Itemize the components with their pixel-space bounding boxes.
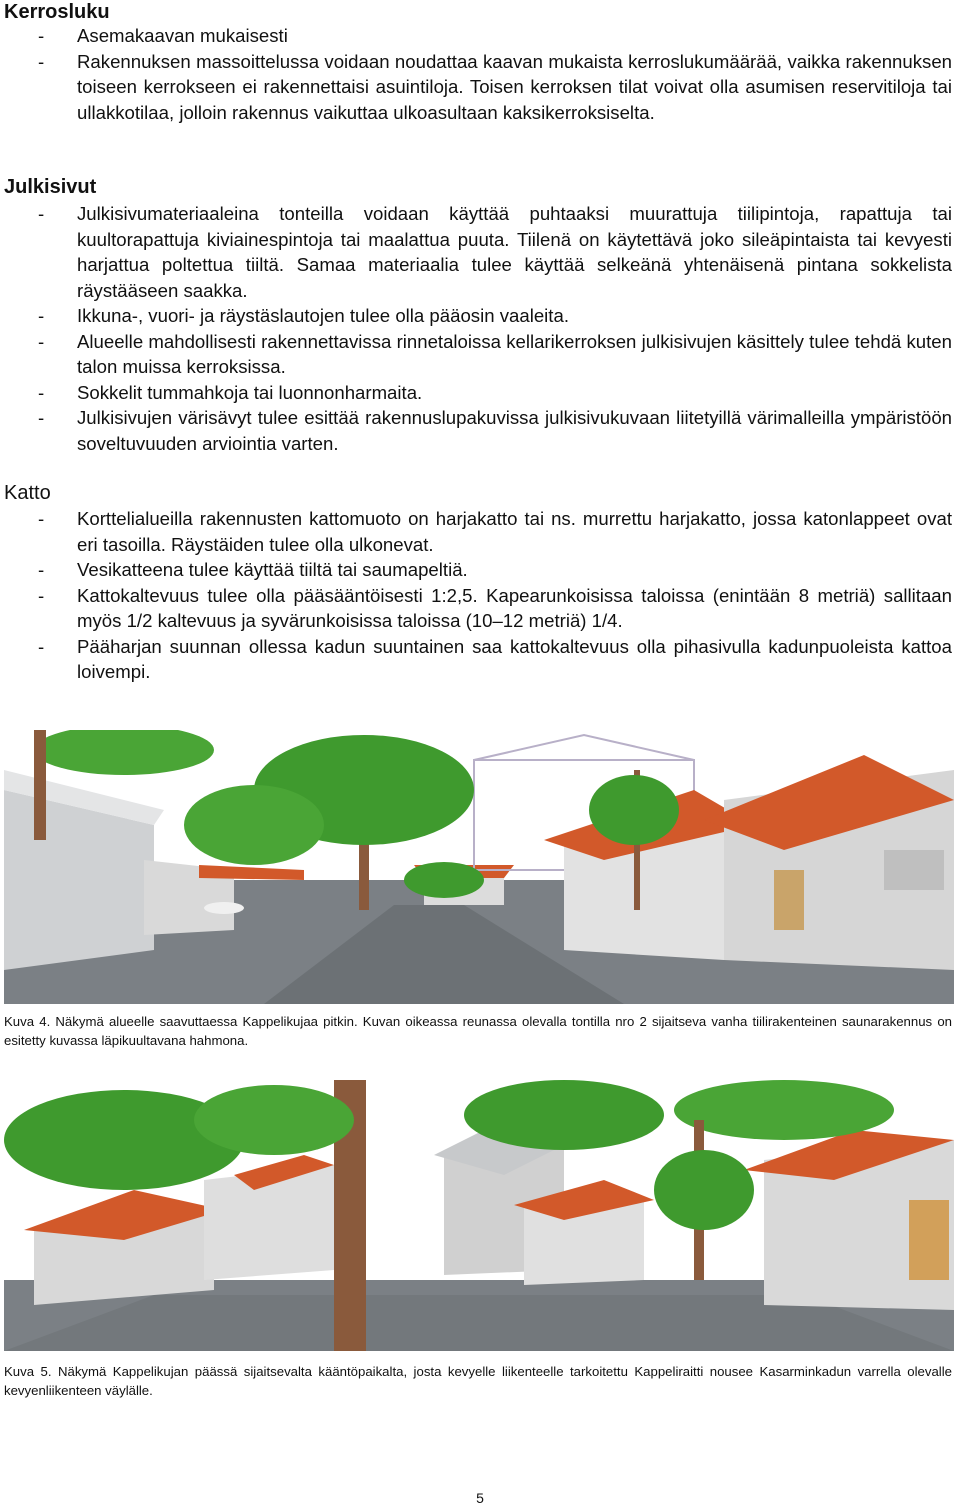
- list-item: [0, 201, 960, 303]
- tree-foliage: [194, 1085, 354, 1155]
- figure-5-turning-place-view: [4, 1080, 954, 1351]
- dash-bullet: -: [38, 635, 45, 657]
- katto-list: [0, 506, 960, 685]
- tree-foliage: [674, 1080, 894, 1140]
- page-number: 5: [476, 1490, 484, 1506]
- list-item: [0, 49, 960, 126]
- tree-trunk: [34, 730, 46, 840]
- section-heading-kerrosluku: Kerrosluku: [4, 1, 110, 23]
- list-item-text: Ikkuna-, vuori- ja räystäslautojen tulee olla pääosin vaaleita.: [77, 305, 569, 326]
- dash-bullet: -: [38, 584, 45, 606]
- dash-bullet: -: [38, 508, 45, 529]
- figure-4-caption: Kuva 4. Näkymä alueelle saavuttaessa Kappelikujaa pitkin. Kuvan oikeassa reunassa olevalla tontilla nro 2 sijaitseva vanha tiilirakenteinen saunarakennus on esitetty kuvassa läpikuultavana hahmona.: [4, 1014, 952, 1048]
- street-view-render: [4, 730, 954, 1004]
- list-item: [0, 329, 960, 380]
- door: [774, 870, 804, 930]
- list-item-text: Julkisivumateriaaleina tonteilla voidaan käyttää puhtaaksi muurattuja tiilipintoja, rapattuja tai kuultorapattuja kiviainespintoja tai maalattua puuta. Tiilenä on käytettävä joko sileäpintaista tai kevyesti harjattua poltettua tiiltä. Samaa materiaalia tulee käyttää selkeänä yhtenäisenä pintana sokkelista räystääseen saakka.: [77, 203, 952, 301]
- turning-place-render: [4, 1080, 954, 1351]
- list-item: [0, 380, 960, 406]
- section-heading-katto: Katto: [4, 482, 51, 504]
- tree-foliage: [404, 862, 484, 898]
- list-item: [0, 23, 960, 49]
- dash-bullet: -: [38, 407, 45, 428]
- list-item-text: Alueelle mahdollisesti rakennettavissa rinnetaloissa kellarikerroksen julkisivujen käsittely tulee tehdä kuten talon muissa kerroksissa.: [77, 330, 952, 377]
- list-item: [0, 557, 960, 583]
- dash-bullet: -: [38, 381, 45, 403]
- list-item-text: Kattokaltevuus tulee olla pääsääntöisesti 1:2,5. Kapearunkoisissa taloissa (enintään 8 metriä) sallitaan myös 1/2 kaltevuus ja syvärunkoisissa taloissa (10–12 metriä) 1/4.: [77, 584, 952, 631]
- list-item: [0, 506, 960, 557]
- car: [204, 902, 244, 914]
- tree-foliage: [184, 785, 324, 865]
- dash-bullet: -: [38, 203, 45, 224]
- list-item: [0, 303, 960, 329]
- list-item-text: Asemakaavan mukaisesti: [77, 25, 288, 46]
- list-item: [0, 583, 960, 634]
- julkisivut-list: [0, 201, 960, 456]
- list-item-text: Rakennuksen massoittelussa voidaan noudattaa kaavan mukaista kerroslukumäärää, vaikka rakennuksen toiseen kerrokseen ei rakennettaisi asuintiloja. Toisen kerroksen tilat voivat olla asumisen reservitiloja tai ullakkotilaa, jolloin rakennus vaikuttaa ulkoasultaan kaksikerroksiselta.: [77, 50, 952, 123]
- garage-door: [909, 1200, 949, 1280]
- dash-bullet: -: [38, 305, 45, 326]
- list-item-text: Sokkelit tummahkoja tai luonnonharmaita.: [77, 381, 423, 403]
- list-item: [0, 405, 960, 456]
- list-item-text: Pääharjan suunnan ollessa kadun suuntainen saa kattokaltevuus olla pihasivulla kadunpuoleista kattoa loivempi.: [77, 635, 952, 682]
- list-item: [0, 634, 960, 685]
- section-heading-julkisivut: Julkisivut: [4, 176, 97, 198]
- list-item-text: Vesikatteena tulee käyttää tiiltä tai saumapeltiä.: [77, 559, 468, 580]
- tree-foliage: [589, 775, 679, 845]
- figure-4-street-view: [4, 730, 954, 1004]
- kerrosluku-list: [0, 23, 960, 125]
- tree-foliage: [464, 1080, 664, 1150]
- dash-bullet: -: [38, 25, 45, 46]
- tree-foliage: [654, 1150, 754, 1230]
- figure-5-caption: Kuva 5. Näkymä Kappelikujan päässä sijaitsevalta kääntöpaikalta, josta kevyelle liikenteelle tarkoitettu Kappeliraitti nousee Kasarminkadun varrella olevalle kevyenliikenteen väylälle.: [4, 1364, 952, 1398]
- dash-bullet: -: [38, 50, 45, 72]
- dash-bullet: -: [38, 330, 45, 352]
- list-item-text: Julkisivujen värisävyt tulee esittää rakennuslupakuvissa julkisivukuvaan liitetyillä värimalleilla ympäristöön soveltuvuuden arviointia varten.: [77, 407, 952, 454]
- dash-bullet: -: [38, 559, 45, 580]
- window: [884, 850, 944, 890]
- list-item-text: Korttelialueilla rakennusten kattomuoto on harjakatto tai ns. murrettu harjakatto, jossa katonlappeet ovat eri tasoilla. Räystäiden tulee olla ulkonevat.: [77, 508, 952, 555]
